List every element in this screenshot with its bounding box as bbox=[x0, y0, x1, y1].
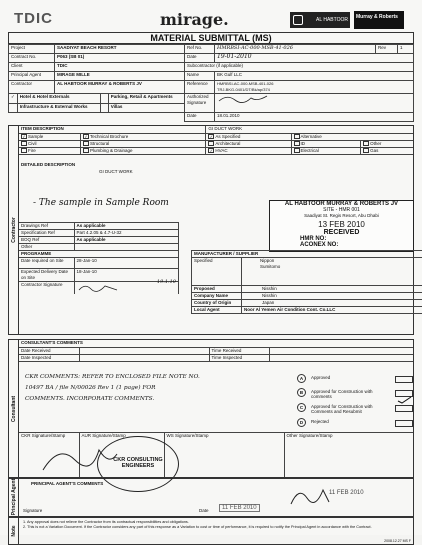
contractor-value: AL HABTOOR MURRAY & ROBERTS JV bbox=[55, 81, 185, 94]
ckr-signature-cell: CKR Signature/Stamp bbox=[19, 433, 79, 478]
principal-signature-icon bbox=[289, 484, 331, 508]
principal-agent-value: MIRAGE MILLE bbox=[55, 72, 185, 81]
name-label: Name bbox=[185, 72, 215, 81]
consultant-comment-line-1: CKR COMMENTS: REFER TO ENCLOSED FILE NOTE NO. bbox=[25, 372, 285, 383]
company-name-value: Nisshin bbox=[242, 293, 422, 300]
architectural-cell[interactable]: Architectural bbox=[206, 140, 291, 147]
habtoor-logo bbox=[290, 12, 350, 28]
stamp-address: Saadiyat St. Regis Resort, Abu Dhabi bbox=[270, 213, 413, 218]
habtoor-logo-text: AL HABTOOR bbox=[316, 17, 348, 23]
time-inspected-label: Time Inspected bbox=[209, 354, 269, 361]
contractor-label: Contractor bbox=[9, 81, 55, 94]
contract-no-label: Contract No. bbox=[9, 54, 55, 63]
time-received-field[interactable] bbox=[269, 347, 413, 354]
country-origin-value: Japan bbox=[242, 300, 422, 307]
stamp-company: AL HABTOOR MURRAY & ROBERTS JV bbox=[270, 201, 413, 207]
contract-no-value: P063 (SB 01) bbox=[55, 54, 185, 63]
habtoor-mark-icon bbox=[293, 15, 303, 25]
handwritten-note: - The sample in Sample Room bbox=[33, 198, 169, 208]
project-value: SAADIYAT BEACH RESORT bbox=[55, 45, 185, 54]
expected-delivery-value: 18-Jan-10 bbox=[74, 269, 179, 282]
references-table bbox=[19, 222, 179, 294]
mirage-logo: mirage. bbox=[160, 10, 229, 29]
infrastructure-check[interactable] bbox=[9, 103, 17, 112]
structural-cell[interactable]: Structural bbox=[81, 140, 206, 147]
country-origin-label: Country of Origin bbox=[192, 300, 242, 307]
other-cell[interactable]: Other bbox=[361, 140, 413, 147]
drawings-ref-value: As applicable bbox=[74, 223, 179, 230]
technical-brochure-cell[interactable]: ✓ Technical Brochure bbox=[81, 133, 206, 140]
date2-label: Date bbox=[185, 113, 215, 122]
boq-ref-label: BOQ Ref bbox=[19, 237, 74, 244]
note-line-2: 2. This is not a Variation Document. If the Contractor considers any part of this response as a Variation to cost or time of performance, it is required to notify the Principal Agent in accordance with the Contract. bbox=[23, 525, 409, 530]
local-agent-label: Local Agent bbox=[192, 307, 242, 314]
date-received-field[interactable] bbox=[79, 347, 209, 354]
electrical-cell[interactable]: Electrical bbox=[291, 147, 361, 154]
option-c[interactable] bbox=[297, 403, 306, 412]
subcontractor-signature-icon bbox=[217, 94, 277, 103]
project-label: Project bbox=[9, 45, 55, 54]
consultant-comment-line-2: 10497 BA / file N/00026 Rev 1 (1 page) FOR bbox=[25, 383, 285, 394]
item-description-table bbox=[19, 126, 413, 155]
principal-signature-label: Signature bbox=[23, 508, 42, 513]
contractor-section bbox=[8, 125, 414, 335]
received-stamp bbox=[269, 200, 414, 252]
specified-label: Specified bbox=[192, 258, 242, 286]
consultant-comments-label: CONSULTANT'S COMMENTS bbox=[19, 340, 413, 347]
as-specified-checkbox[interactable]: ✓ bbox=[208, 134, 214, 139]
note-line-1: 1. Any approval does not relieve the Contractor from its contractual responsibilities and obligations. bbox=[23, 520, 409, 525]
option-a-checkbox[interactable] bbox=[395, 376, 413, 383]
time-inspected-field[interactable] bbox=[269, 354, 413, 361]
specified-value-1: Nippon bbox=[260, 258, 420, 264]
fire-checkbox[interactable] bbox=[21, 148, 27, 153]
consultant-comment-line-3: COMMENTS. INCORPORATE COMMENTS. bbox=[25, 394, 285, 405]
authorized-signature-cell bbox=[215, 94, 414, 113]
option-d[interactable] bbox=[297, 418, 306, 427]
contractor-side-label: Contractor bbox=[9, 126, 19, 334]
hotel-check[interactable]: ✓ bbox=[9, 94, 17, 103]
rev-value: 1 bbox=[398, 45, 414, 54]
spec-ref-value: Part 4.2.05 & 4.7-U-32 bbox=[74, 230, 179, 237]
manufacturer-table bbox=[191, 250, 422, 314]
stamp-hmr-no: HMR NO: bbox=[270, 236, 413, 242]
hvac-cell[interactable]: ✓ HVAC bbox=[206, 147, 291, 154]
ref-no-label: Ref No. bbox=[185, 45, 215, 54]
contractor-signature-label: Contractor Signature bbox=[19, 282, 74, 295]
other-checkbox[interactable] bbox=[363, 141, 369, 146]
local-agent-value: Noor Al Yemen Air Condition Cont. Co.LLC bbox=[242, 307, 422, 314]
category-cell bbox=[9, 94, 185, 113]
option-b-circle[interactable]: B bbox=[297, 388, 306, 397]
detailed-description-value: GI DUCT WORK bbox=[99, 169, 133, 174]
principal-agent-section bbox=[8, 477, 414, 517]
stamp-site: SITE - HMR 001 bbox=[270, 207, 413, 213]
infrastructure-label: Infrastructure & External Works bbox=[17, 103, 100, 112]
document-title: MATERIAL SUBMITTAL (MS) bbox=[8, 32, 414, 44]
consultant-section bbox=[8, 339, 414, 479]
option-b-checkbox[interactable] bbox=[395, 390, 413, 397]
as-specified-cell[interactable]: ✓ As Specified bbox=[206, 133, 291, 140]
id-cell[interactable]: ID bbox=[291, 140, 361, 147]
form-code: 2008.12.27 MS F bbox=[384, 539, 411, 544]
stamp-received: RECEIVED bbox=[270, 229, 413, 236]
principal-date-stamp-2: 11 FEB 2010 bbox=[329, 490, 364, 496]
authorized-signature-label: Authorized Signature bbox=[185, 94, 215, 113]
electrical-checkbox[interactable] bbox=[294, 148, 300, 153]
option-a-circle[interactable]: A bbox=[297, 374, 306, 383]
item-description-label: ITEM DESCRIPTION bbox=[19, 126, 206, 133]
option-a[interactable] bbox=[297, 374, 306, 383]
contractor-signature-icon bbox=[77, 282, 125, 292]
date-inspected-label: Date Inspected bbox=[19, 354, 79, 361]
alternative-checkbox[interactable] bbox=[294, 134, 300, 139]
gas-cell[interactable]: Gas bbox=[361, 147, 413, 154]
reference-line-1: HMRBSI-AC-000-MSB-401-026 bbox=[217, 81, 411, 87]
stamp-date: 13 FEB 2010 bbox=[270, 220, 413, 229]
technical-brochure-checkbox[interactable]: ✓ bbox=[83, 134, 89, 139]
manufacturer-label: MANUFACTURER / SUPPLIER bbox=[192, 251, 422, 258]
proposed-label: Proposed bbox=[192, 286, 242, 293]
date-label: Date bbox=[185, 54, 215, 63]
option-c-circle[interactable]: C bbox=[297, 403, 306, 412]
sample-cell[interactable]: ✓ Sample bbox=[19, 133, 81, 140]
principal-agent-comments-label: PRINCIPAL AGENT'S COMMENTS bbox=[31, 481, 103, 486]
villas-check[interactable] bbox=[100, 103, 108, 112]
time-received-label: Time Received bbox=[209, 347, 269, 354]
company-name-label: Company Name bbox=[192, 293, 242, 300]
stamp-aconex-no: ACONEX NO: bbox=[270, 242, 413, 248]
date-required-label: Date required on Site bbox=[19, 258, 74, 269]
tdic-logo: TDIC bbox=[14, 10, 53, 27]
date-received-label: Date Received bbox=[19, 347, 79, 354]
name-value: BK Gulf LLC bbox=[215, 72, 414, 81]
ws-signature-cell: WS Signature/Stamp bbox=[164, 433, 284, 478]
option-b-label: Approved for Construction with comments bbox=[311, 389, 391, 399]
date2-value: 18.01.2010 bbox=[215, 113, 414, 122]
signature-date: 19.1.10 bbox=[157, 279, 176, 285]
option-d-circle[interactable]: D bbox=[297, 418, 306, 427]
drawings-ref-label: Drawings Ref bbox=[19, 223, 74, 230]
other-signature-cell: Other Signature/Stamp bbox=[284, 433, 413, 478]
fire-cell[interactable]: Fire bbox=[19, 147, 81, 154]
principal-agent-side-label: Principal Agent bbox=[9, 478, 19, 516]
aur-signature-cell: AUR Signature/Stamp bbox=[79, 433, 164, 478]
ref-no-value: HMRBSI-AC-000-MSB-41-026 bbox=[215, 45, 376, 54]
civil-checkbox[interactable] bbox=[21, 141, 27, 146]
consultant-handwritten-comments bbox=[25, 372, 285, 405]
rev-label: Rev bbox=[376, 45, 398, 54]
option-c-checkbox[interactable] bbox=[395, 405, 413, 412]
plumbing-cell[interactable]: Plumbing & Drainage bbox=[81, 147, 206, 154]
reference-line-2: TRJ-BKG-0401/DT/Bk/ap/374 bbox=[217, 87, 411, 93]
parking-check[interactable] bbox=[100, 94, 108, 103]
date-value: 19-01-2010 bbox=[215, 54, 414, 63]
hotel-label: Hotel & Hotel Externals bbox=[17, 94, 100, 103]
note-side-label: Note bbox=[9, 518, 19, 544]
consultant-signature-icon bbox=[39, 440, 119, 476]
principal-date-label: Date bbox=[199, 508, 209, 513]
other-ref-label: Other bbox=[19, 244, 74, 251]
ckr-stamp-text: CKR CONSULTING ENGINEERS bbox=[98, 457, 178, 469]
project-info-table bbox=[8, 44, 414, 122]
header bbox=[8, 6, 414, 32]
structural-checkbox[interactable] bbox=[83, 141, 89, 146]
specified-value-2: Sumitomo bbox=[260, 264, 420, 270]
option-a-label: Approved bbox=[311, 375, 391, 380]
detailed-description-label: DETAILED DESCRIPTION bbox=[21, 162, 75, 167]
villas-label: Villas bbox=[108, 103, 184, 112]
civil-cell[interactable]: Civil bbox=[19, 140, 81, 147]
principal-agent-label: Principal Agent bbox=[9, 72, 55, 81]
principal-date-stamp-1: 11 FEB 2010 bbox=[219, 504, 260, 512]
date-inspected-field[interactable] bbox=[79, 354, 209, 361]
consultant-side-label: Consultant bbox=[9, 340, 19, 478]
parking-label: Parking, Retail & Apartments bbox=[108, 94, 184, 103]
consultant-dates-table bbox=[19, 340, 413, 362]
option-c-label: Approved for Construction with Comments and Resubmit bbox=[311, 404, 391, 414]
reference-label: Reference bbox=[185, 81, 215, 94]
option-b[interactable] bbox=[297, 388, 306, 397]
gas-checkbox[interactable] bbox=[363, 148, 369, 153]
alternative-cell[interactable]: Alternative bbox=[291, 133, 413, 140]
item-description-value: GI DUCT WORK bbox=[206, 126, 413, 133]
client-value: TDIC bbox=[55, 63, 185, 72]
expected-delivery-label: Expected Delivery Date on Site bbox=[19, 269, 74, 282]
option-d-label: Rejected bbox=[311, 419, 391, 424]
subcontractor-label: Subcontractor (if applicable) bbox=[185, 63, 414, 72]
client-label: Client bbox=[9, 63, 55, 72]
proposed-value: Nisshin bbox=[242, 286, 422, 293]
note-section bbox=[8, 517, 414, 545]
category-table bbox=[9, 94, 184, 112]
date-required-value: 28-Jan-10 bbox=[74, 258, 179, 269]
hvac-checkbox[interactable]: ✓ bbox=[208, 148, 214, 153]
reference-value bbox=[215, 81, 414, 94]
murray-roberts-logo: Murray & Roberts bbox=[354, 11, 404, 29]
architectural-checkbox[interactable] bbox=[208, 141, 214, 146]
programme-label: PROGRAMME bbox=[19, 251, 179, 258]
plumbing-checkbox[interactable] bbox=[83, 148, 89, 153]
id-checkbox[interactable] bbox=[294, 141, 300, 146]
boq-ref-value: As applicable bbox=[74, 237, 179, 244]
spec-ref-label: Specification Ref bbox=[19, 230, 74, 237]
option-d-checkbox[interactable] bbox=[395, 420, 413, 427]
sample-checkbox[interactable]: ✓ bbox=[21, 134, 27, 139]
